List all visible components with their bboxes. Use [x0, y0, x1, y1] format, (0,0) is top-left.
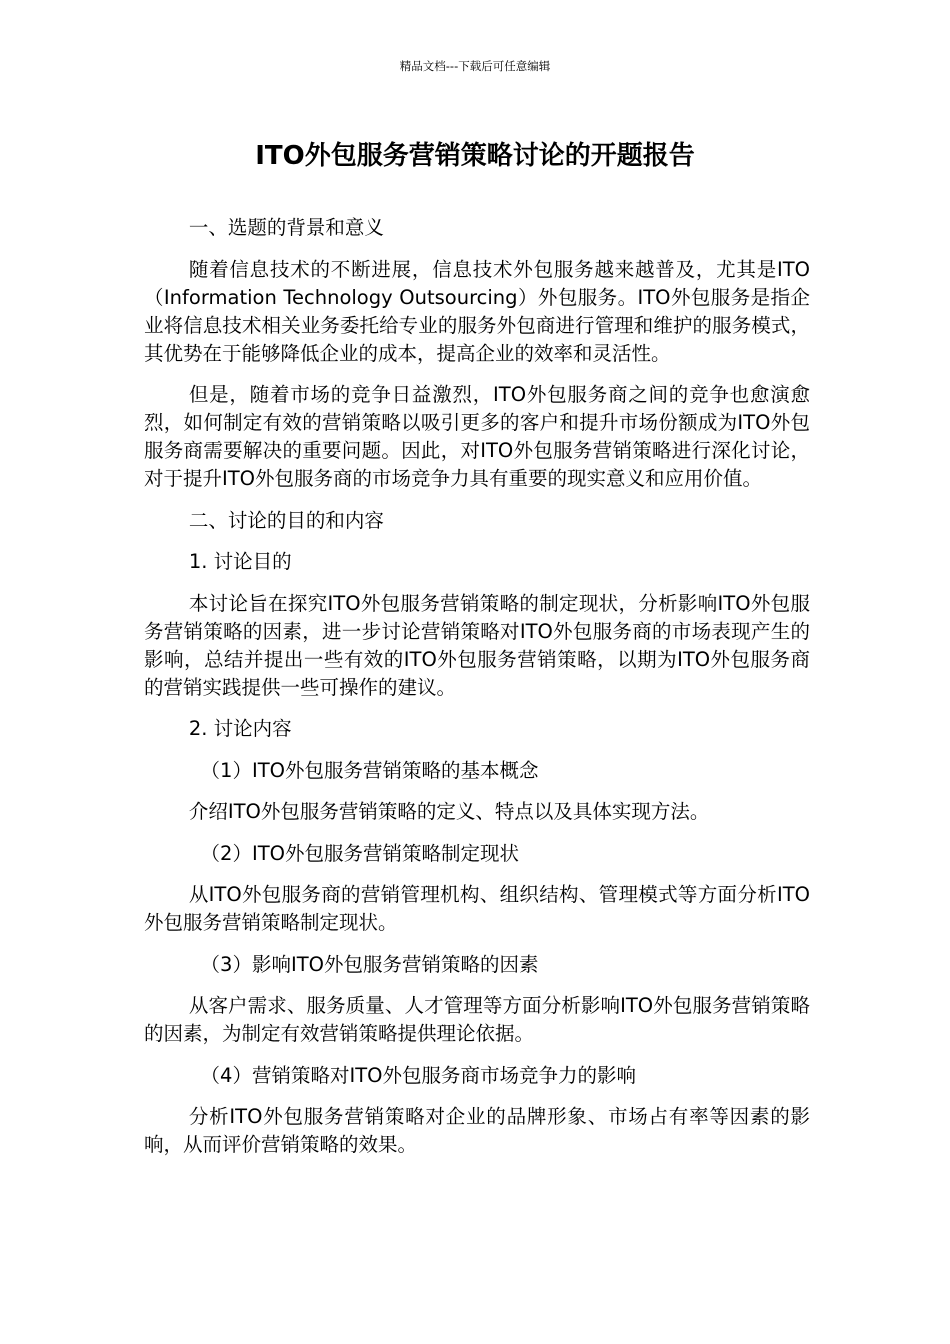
body-paragraph: 介绍ITO外包服务营销策略的定义、特点以及具体实现方法。 [188, 800, 710, 823]
body-paragraph: 从客户需求、服务质量、人才管理等方面分析影响ITO外包服务营销策略的因素，为制定有效营销策略提供理论依据。 [144, 994, 810, 1045]
header-note: 精品文档---下载后可任意编辑 [399, 59, 551, 73]
body-paragraph: 随着信息技术的不断进展，信息技术外包服务越来越普及，尤其是ITO（Information Technology Outsourcing）外包服务。ITO外包服务是指企业将信息技术相关业务委托给专业的服务外包商进行管理和维护的服务模式，其优势在于能够降低企业的成本，提高企业的效率和灵活性。 [144, 257, 810, 365]
subsection-heading: 2. 讨论内容 [188, 717, 292, 740]
item-heading: （1）ITO外包服务营销策略的基本概念 [200, 758, 539, 782]
section-heading: 一、选题的背景和意义 [188, 216, 384, 239]
section-heading: 二、讨论的目的和内容 [188, 508, 384, 532]
body-paragraph: 从ITO外包服务商的营销管理机构、组织结构、管理模式等方面分析ITO外包服务营销策略制定现状。 [144, 883, 810, 934]
document-body [144, 214, 810, 1173]
body-paragraph: 分析ITO外包服务营销策略对企业的品牌形象、市场占有率等因素的影响，从而评价营销策略的效果。 [144, 1105, 810, 1156]
body-paragraph: 但是，随着市场的竞争日益激烈，ITO外包服务商之间的竞争也愈演愈烈，如何制定有效的营销策略以吸引更多的客户和提升市场份额成为ITO外包服务商需要解决的重要问题。因此，对ITO外包服务营销策略进行深化讨论，对于提升ITO外包服务商的市场竞争力具有重要的现实意义和应用价值。 [144, 383, 810, 490]
subsection-heading: 1. 讨论目的 [188, 550, 292, 573]
item-heading: （4）营销策略对ITO外包服务商市场竞争力的影响 [200, 1063, 636, 1087]
body-paragraph: 本讨论旨在探究ITO外包服务营销策略的制定现状，分析影响ITO外包服务营销策略的因素，进一步讨论营销策略对ITO外包服务商的市场表现产生的影响，总结并提出一些有效的ITO外包服务营销策略，以期为ITO外包服务商的营销实践提供一些可操作的建议。 [144, 591, 810, 699]
item-heading: （3）影响ITO外包服务营销策略的因素 [200, 952, 539, 976]
item-heading: （2）ITO外包服务营销策略制定现状 [200, 841, 519, 865]
document-title: ITO外包服务营销策略讨论的开题报告 [255, 141, 695, 171]
